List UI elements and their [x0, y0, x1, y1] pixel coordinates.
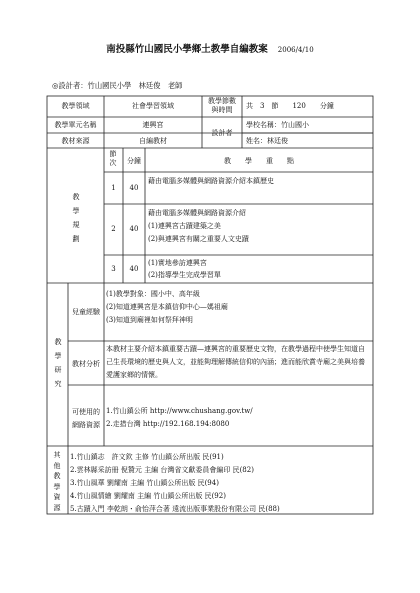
- plan-row-session: 1: [111, 184, 116, 192]
- designer-line: ◎設計者：竹山國民小學 林廷俊 老師: [52, 81, 183, 90]
- resource-item: 5.古蹟入門 李乾朗・俞怡萍合著 遠流出版事業股份有限公司 民(88): [70, 505, 280, 513]
- web-line: 2.走措台灣 http://192.168.194:8080: [106, 420, 230, 428]
- resource-item: 3.竹山風華 劉耀南 主編 竹山鎮公所出版 民(94): [70, 479, 219, 487]
- domain-value: 社會學習領域: [132, 102, 174, 110]
- plan-row-session: 2: [111, 225, 116, 233]
- plan-row-line: 藉由電腦多媒體與網路資源介紹: [148, 209, 246, 217]
- plan-row-line: 藉由電腦多媒體與網路資源介紹本鎮歷史: [148, 177, 274, 185]
- resource-item: 2.雲林縣采訪冊 倪贊元 主編 台灣省文獻委員會編印 民(82): [70, 466, 254, 474]
- source-value: 自編教材: [139, 137, 167, 145]
- research-section-label: 教學研究: [54, 338, 62, 388]
- source-label: 教材來源: [61, 137, 90, 145]
- analysis-text: 本教材主要介紹本鎮重要古蹟—連興宮的重要歷史文物，在教學過程中使學生知道自己生長環境的歷史與人文，並能夠理解傳統信仰的內涵；進而能欣賞寺廟之美與培養愛護家鄉的情懷。: [106, 345, 365, 379]
- analysis-label: 教材分析: [72, 360, 100, 368]
- web-label: 可使用的網路資源: [72, 408, 100, 429]
- plan-row-line: (1)實地參訪連興宮: [148, 259, 207, 267]
- plan-col-session: 節次: [109, 150, 117, 167]
- plan-col-minutes: 分鐘: [127, 157, 141, 165]
- school-value: 學校名稱：竹山國小: [246, 121, 309, 129]
- name-value: 姓名：林廷俊: [246, 137, 288, 145]
- plan-row-minutes: 40: [129, 184, 139, 192]
- document-date: 2006/4/10: [277, 46, 314, 54]
- plan-row-minutes: 40: [129, 265, 139, 273]
- plan-row-line: (1)連興宮古蹟建築之美: [148, 222, 221, 230]
- plan-row-line: (2)指導學生完成學習單: [148, 271, 221, 279]
- child-label: 兒童經驗: [72, 308, 100, 316]
- time-label: 教學節數與時間: [208, 97, 236, 114]
- domain-label: 教學領域: [61, 102, 90, 110]
- web-line: 1.竹山鎮公所 http://www.chushang.gov.tw/: [106, 407, 253, 415]
- plan-row-line: (2)與連興宮有關之重要人文史蹟: [148, 235, 249, 243]
- other-section-label: 其他教學資源: [53, 451, 61, 512]
- resource-item: 1.竹山鎮志 許文欽 主修 竹山鎮公所出版 民(91): [70, 453, 224, 461]
- child-line: (1)教學對象：國小中、高年級: [106, 290, 200, 298]
- unit-label: 教學單元名稱: [54, 121, 97, 129]
- plan-section-label: 教學規劃: [72, 193, 80, 243]
- plan-col-focus: 教 學 重 點: [224, 157, 294, 165]
- resource-item: 4.竹山風情繪 劉耀南 主編 竹山鎮公所出版 民(92): [70, 492, 226, 500]
- time-value: 共 3 節 120 分鐘: [246, 102, 334, 110]
- child-line: (2)知道連興宮是本鎮信仰中心—媽祖廟: [106, 303, 228, 311]
- child-line: (3)知道到廟裡如何祭拜神明: [106, 316, 193, 324]
- unit-value: 連興宮: [142, 121, 164, 129]
- plan-row-minutes: 40: [129, 225, 139, 233]
- plan-row-session: 3: [111, 265, 116, 273]
- document-title: 南投縣竹山國民小學鄉土教學自編教案 2006/4/10: [106, 44, 314, 55]
- designer-label: 設計者: [211, 129, 233, 137]
